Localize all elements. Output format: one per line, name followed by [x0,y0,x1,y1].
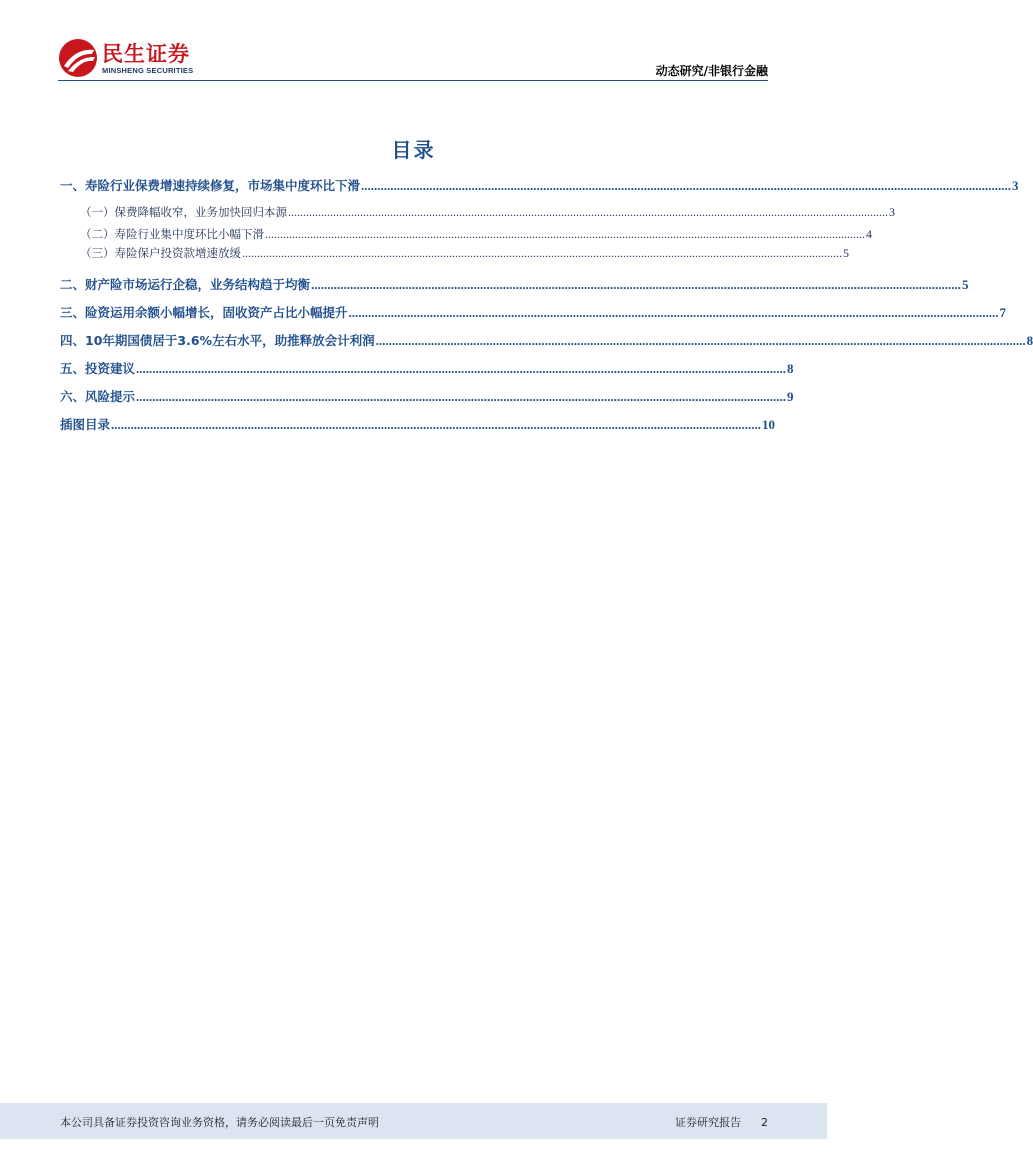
toc-entry-page: 7 [999,305,1007,320]
toc-entry-page: 10 [762,417,776,432]
footer-page-number: 2 [761,1116,768,1129]
toc-entry-text: 二、财产险市场运行企稳，业务结构趋于均衡 [60,277,311,292]
logo-english-name: MINSHENG SECURITIES [102,66,194,75]
report-section-label: 动态研究/非银行金融 [655,64,768,78]
toc-entry-page: 8 [787,361,794,376]
toc-entry[interactable] [60,176,1019,196]
company-logo [58,38,218,80]
toc-entry-page: 3 [889,205,895,219]
toc-leader-dots: ........................................................................................................................................................................................................ [348,305,999,320]
toc-entry[interactable] [60,275,969,295]
toc-entry-page: 5 [962,277,969,292]
toc-entry-page: 5 [843,246,849,260]
footer-right [675,1114,768,1130]
toc-leader-dots: ........................................................................................................................................................................................................ [242,246,842,260]
toc-entry-text: 五、投资建议 [60,361,136,376]
toc-entry-text: （三）寿险保户投资款增速放缓 [80,246,241,260]
toc-entry[interactable] [60,204,895,224]
toc-entry-page: 9 [787,389,794,404]
toc-entry-text: 一、寿险行业保费增速持续修复，市场集中度环比下滑 [60,178,361,193]
page-footer [0,1103,827,1139]
toc-leader-dots: ........................................................................................................................................................................................................ [265,227,865,241]
toc-entry-text: 六、风险提示 [60,389,136,404]
toc-entry[interactable] [60,245,849,265]
toc-entry-text: （一）保费降幅收窄，业务加快回归本源 [80,205,287,219]
toc-title: 目录 [391,138,436,162]
logo-chinese-name: 民生证券 [102,42,190,66]
toc-leader-dots: ........................................................................................................................................................................................................ [375,333,1026,348]
minsheng-logo-icon [58,38,98,78]
toc-leader-dots: ........................................................................................................................................................................................................ [136,361,787,376]
toc-leader-dots: ........................................................................................................................................................................................................ [311,277,962,292]
toc-leader-dots: ........................................................................................................................................................................................................ [111,417,762,432]
toc-entry[interactable] [60,303,1007,323]
toc-entry-text: （二）寿险行业集中度环比小幅下滑 [80,227,264,241]
toc-entry[interactable] [60,226,872,246]
toc-leader-dots: ........................................................................................................................................................................................................ [288,205,888,219]
header-divider [58,80,768,81]
toc-leader-dots: ........................................................................................................................................................................................................ [136,389,787,404]
toc-entry-page: 8 [1026,333,1033,348]
toc-entry[interactable] [60,331,1033,351]
toc-entry-page: 3 [1012,178,1019,193]
footer-doc-type: 证券研究报告 [675,1116,741,1129]
footer-disclaimer: 本公司具备证券投资咨询业务资格，请务必阅读最后一页免责声明 [60,1116,379,1129]
toc-entry-text: 插图目录 [60,417,111,432]
toc-entry-page: 4 [866,227,872,241]
toc-entry-text: 四、10年期国债居于3.6%左右水平，助推释放会计利润 [60,333,375,348]
toc-leader-dots: ........................................................................................................................................................................................................ [361,178,1012,193]
toc-entry-text: 三、险资运用余额小幅增长，固收资产占比小幅提升 [60,305,348,320]
toc-entry[interactable] [60,415,776,435]
toc-entry[interactable] [60,387,794,407]
toc-entry[interactable] [60,359,794,379]
